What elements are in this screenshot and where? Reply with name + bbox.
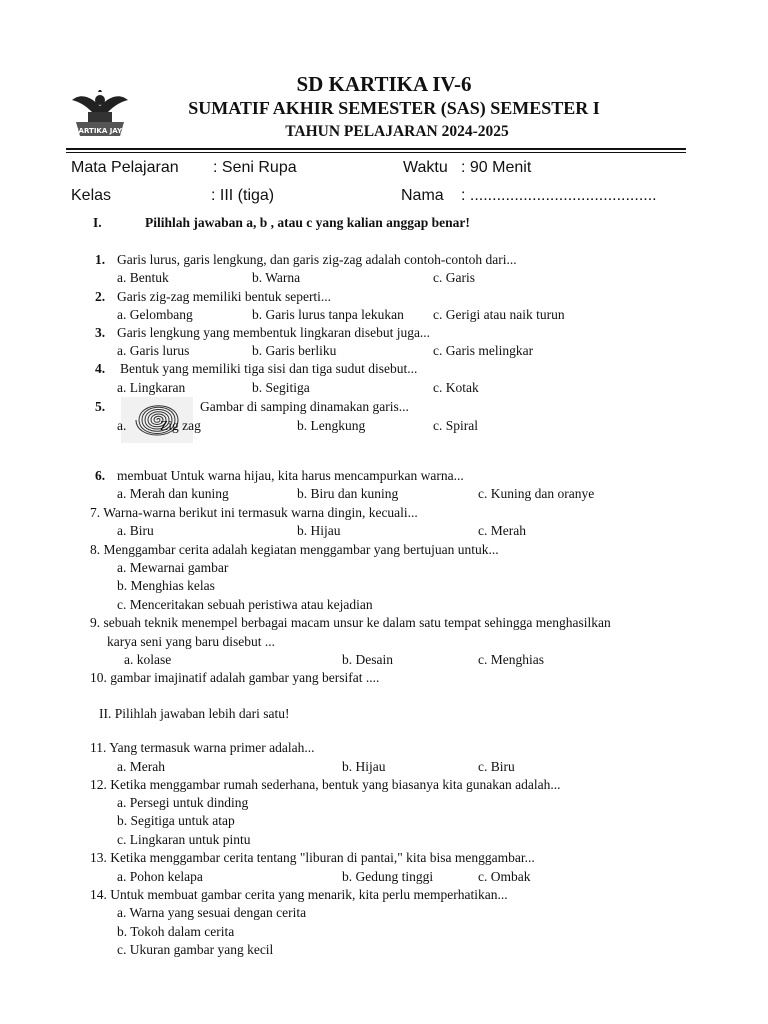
question-4-option-b: b. Segitiga xyxy=(252,380,310,395)
question-11-option-c: c. Biru xyxy=(478,759,515,774)
question-7-option-b: b. Hijau xyxy=(297,523,341,538)
question-2-number: 2. xyxy=(95,289,106,304)
question-3-number: 3. xyxy=(95,325,106,340)
section1-title: Pilihlah jawaban a, b , atau c yang kalian anggap benar! xyxy=(145,215,470,230)
subject-value: : Seni Rupa xyxy=(213,159,297,176)
section1-numeral: I. xyxy=(93,215,102,230)
question-12-option-a: a. Persegi untuk dinding xyxy=(117,795,249,810)
class-label: Kelas xyxy=(71,187,112,204)
question-8-option-c: c. Menceritakan sebuah peristiwa atau kejadian xyxy=(117,597,373,612)
name-label: Nama xyxy=(401,187,444,204)
question-13-option-b: b. Gedung tinggi xyxy=(342,869,434,884)
question-13-text: 13. Ketika menggambar cerita tentang "liburan di pantai," kita bisa menggambar... xyxy=(90,850,535,865)
question-3-option-a: a. Garis lurus xyxy=(117,343,190,358)
question-9-option-b: b. Desain xyxy=(342,652,393,667)
question-1-text: Garis lurus, garis lengkung, dan garis zig-zag adalah contoh-contoh dari... xyxy=(117,252,517,267)
question-2-option-b: b. Garis lurus tanpa lekukan xyxy=(252,307,404,322)
question-14-option-c: c. Ukuran gambar yang kecil xyxy=(117,942,274,957)
question-11-option-a: a. Merah xyxy=(117,759,165,774)
question-12-text: 12. Ketika menggambar rumah sederhana, bentuk yang biasanya kita gunakan adalah... xyxy=(90,777,561,792)
question-6-option-b: b. Biru dan kuning xyxy=(297,486,399,501)
time-label: Waktu xyxy=(403,159,448,176)
question-5-option-a-text: Zig zag xyxy=(160,418,201,433)
question-7-option-c: c. Merah xyxy=(478,523,526,538)
question-4-text: Bentuk yang memiliki tiga sisi dan tiga sudut disebut... xyxy=(120,361,418,376)
question-1-option-a: a. Bentuk xyxy=(117,270,169,285)
question-4-option-c: c. Kotak xyxy=(433,380,479,395)
question-1-option-c: c. Garis xyxy=(433,270,475,285)
question-6-option-c: c. Kuning dan oranye xyxy=(478,486,595,501)
question-2-option-a: a. Gelombang xyxy=(117,307,193,322)
question-14-option-a: a. Warna yang sesuai dengan cerita xyxy=(117,905,307,920)
question-5-option-c: c. Spiral xyxy=(433,418,478,433)
question-6-number: 6. xyxy=(95,468,106,483)
question-2-option-c: c. Gerigi atau naik turun xyxy=(433,307,565,322)
question-13-option-a: a. Pohon kelapa xyxy=(117,869,203,884)
question-12-option-c: c. Lingkaran untuk pintu xyxy=(117,832,251,847)
question-5-option-b: b. Lengkung xyxy=(297,418,366,433)
section2-title: II. Pilihlah jawaban lebih dari satu! xyxy=(99,706,290,721)
subject-label: Mata Pelajaran xyxy=(71,159,179,176)
question-4-number: 4. xyxy=(95,361,106,376)
question-1-number: 1. xyxy=(95,252,106,267)
question-8-option-a: a. Mewarnai gambar xyxy=(117,560,229,575)
question-3-text: Garis lengkung yang membentuk lingkaran disebut juga... xyxy=(117,325,431,340)
question-14-option-b: b. Tokoh dalam cerita xyxy=(117,924,235,939)
header-divider-top xyxy=(66,148,686,150)
question-2-text: Garis zig-zag memiliki bentuk seperti... xyxy=(117,289,332,304)
question-12-option-b: b. Segitiga untuk atap xyxy=(117,813,235,828)
logo-text: KARTIKA JAYA xyxy=(73,127,127,135)
academic-year: TAHUN PELAJARAN 2024-2025 xyxy=(285,123,509,140)
question-8-text: 8. Menggambar cerita adalah kegiatan menggambar yang bertujuan untuk... xyxy=(90,542,499,557)
question-5-option-a: a. xyxy=(117,418,127,433)
question-9-text: 9. sebuah teknik menempel berbagai macam unsur ke dalam satu tempat sehingga menghasilkan xyxy=(90,615,611,630)
question-6-option-a: a. Merah dan kuning xyxy=(117,486,229,501)
question-7-option-a: a. Biru xyxy=(117,523,154,538)
time-value: : 90 Menit xyxy=(461,159,532,176)
exam-title: SUMATIF AKHIR SEMESTER (SAS) SEMESTER I xyxy=(188,98,600,118)
question-14-text: 14. Untuk membuat gambar cerita yang menarik, kita perlu memperhatikan... xyxy=(90,887,508,902)
question-4-option-a: a. Lingkaran xyxy=(117,380,186,395)
question-3-option-c: c. Garis melingkar xyxy=(433,343,534,358)
question-5-number: 5. xyxy=(95,399,106,414)
question-9-text-continued: karya seni yang baru disebut ... xyxy=(107,634,275,649)
header-divider-bottom xyxy=(66,152,686,153)
question-9-option-a: a. kolase xyxy=(124,652,172,667)
question-8-option-b: b. Menghias kelas xyxy=(117,578,215,593)
question-11-option-b: b. Hijau xyxy=(342,759,386,774)
question-1-option-b: b. Warna xyxy=(252,270,301,285)
question-5-text: Gambar di samping dinamakan garis... xyxy=(200,399,409,414)
question-11-text: 11. Yang termasuk warna primer adalah... xyxy=(90,740,315,755)
question-7-text: 7. Warna-warna berikut ini termasuk warna dingin, kecuali... xyxy=(90,505,418,520)
question-9-option-c: c. Menghias xyxy=(478,652,544,667)
question-6-text: membuat Untuk warna hijau, kita harus mencampurkan warna... xyxy=(117,468,464,483)
question-13-option-c: c. Ombak xyxy=(478,869,531,884)
question-10-text: 10. gambar imajinatif adalah gambar yang bersifat .... xyxy=(90,670,380,685)
question-3-option-b: b. Garis berliku xyxy=(252,343,337,358)
school-name: SD KARTIKA IV-6 xyxy=(296,72,472,96)
name-field[interactable]: : .......................................... xyxy=(461,187,657,204)
class-value: : III (tiga) xyxy=(211,187,275,204)
